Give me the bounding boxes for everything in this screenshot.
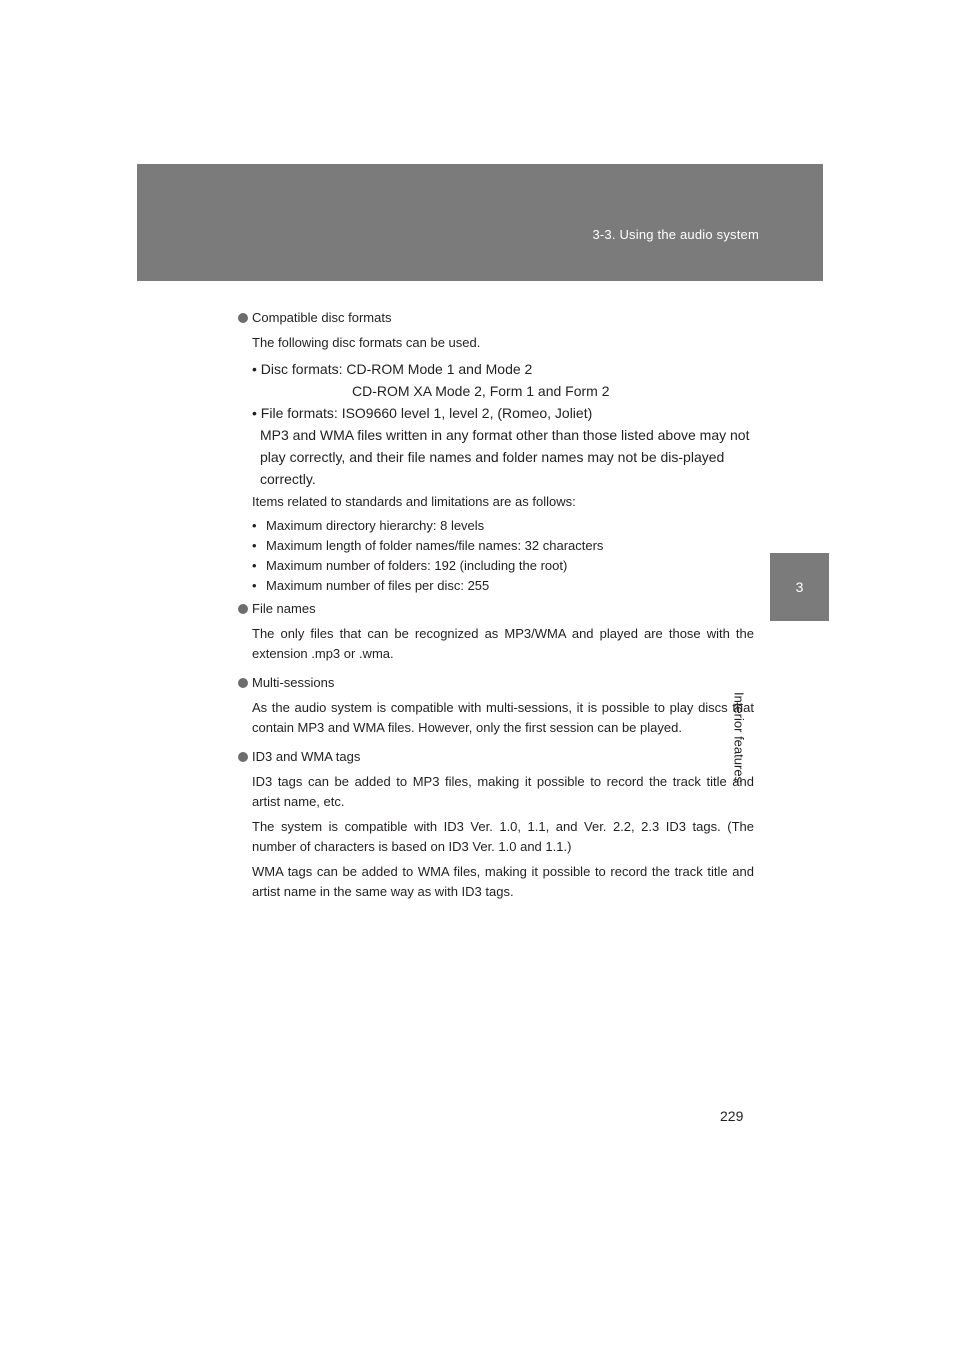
paragraph: ID3 tags can be added to MP3 files, making it possible to record the track title and artist name, etc. <box>252 774 754 809</box>
section-heading: ID3 and WMA tags <box>252 749 361 764</box>
section-multi-sessions <box>238 673 754 738</box>
section-tags <box>238 747 754 902</box>
chapter-tab: 3 <box>770 553 829 621</box>
section-heading: Multi-sessions <box>252 675 335 690</box>
list-item: • Maximum number of folders: 192 (including the root) <box>252 558 568 573</box>
bullet-circle-icon <box>238 752 248 762</box>
section-heading: Compatible disc formats <box>252 310 392 325</box>
disc-formats-line-2: CD-ROM XA Mode 2, Form 1 and Form 2 <box>352 383 610 399</box>
file-formats-note: MP3 and WMA files written in any format other than those listed above may not play correctly, and their file names and folder names may not be dis-played correctly. <box>260 427 750 487</box>
list-item: • Maximum directory hierarchy: 8 levels <box>252 518 485 533</box>
paragraph: The following disc formats can be used. <box>252 335 481 350</box>
section-heading: File names <box>252 601 316 616</box>
header-band <box>137 164 823 281</box>
limits-intro: Items related to standards and limitations are as follows: <box>252 494 576 509</box>
bullet-circle-icon <box>238 678 248 688</box>
paragraph: The only files that can be recognized as MP3/WMA and played are those with the extension .mp3 or .wma. <box>252 626 754 661</box>
section-title: 3-3. Using the audio system <box>592 227 759 242</box>
paragraph: As the audio system is compatible with multi-sessions, it is possible to play discs that contain MP3 and WMA files. However, only the first session can be played. <box>252 700 754 735</box>
paragraph: WMA tags can be added to WMA files, making it possible to record the track title and artist name in the same way as with ID3 tags. <box>252 864 754 899</box>
paragraph: The system is compatible with ID3 Ver. 1.0, 1.1, and Ver. 2.2, 2.3 ID3 tags. (The number of characters is based on ID3 Ver. 1.0 and 1.1.) <box>252 819 754 854</box>
list-item: • Maximum length of folder names/file names: 32 characters <box>252 538 604 553</box>
bullet-circle-icon <box>238 604 248 614</box>
list-item: • Maximum number of files per disc: 255 <box>252 578 490 593</box>
file-formats-line: • File formats: ISO9660 level 1, level 2, (Romeo, Joliet) <box>252 405 593 421</box>
chapter-label: Interior features <box>731 692 747 784</box>
bullet-circle-icon <box>238 313 248 323</box>
page-number: 229 <box>720 1108 744 1124</box>
page-content <box>238 308 754 907</box>
disc-formats-line: • Disc formats: CD-ROM Mode 1 and Mode 2 <box>252 361 533 377</box>
section-file-names <box>238 599 754 664</box>
limits-list <box>238 516 754 596</box>
section-disc-formats <box>238 308 754 596</box>
